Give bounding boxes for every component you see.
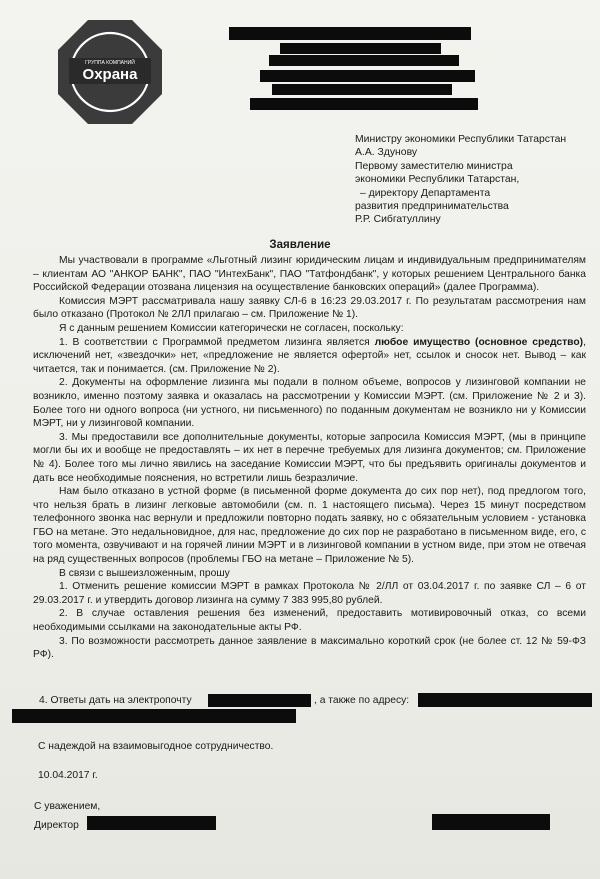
- paragraph-point-2: 2. Документы на оформление лизинга мы подали в полном объеме, вопросов у лизинговой компании не возникло, именно поэтому заявка и оказалась на рассмотрении у Комиссии МЭРТ. (см. Приложение № 2 и 3). Более того ни одного вопроса (ни устного, ни письменного) по поданным документам не возникло ни у Комиссии МЭРТ, ни у лизинговой компании.: [33, 377, 586, 430]
- paragraph-refusal: Нам было отказано в устной форме (в письменной форме документа до сих пор нет), под предлогом того, что нельзя брать в лизинг легковые автомобили (см. п. 1 настоящего письма). Через 15 минут посредством телефонного звонка нас вернули и предложили повторно подать заявку, но с обязательным условием - установка ГБО на метане. Это недальновидное, для нас, предложение до сих пор не разработано в письменном виде, его, с того момента, озвучивают и на горячей линии МЭРТ и в лизинговой компании в устном виде, при этом не отвечая на ряд существенных вопросов (проблемы ГБО на метане – Приложение № 5).: [33, 486, 586, 566]
- addressee-block: [355, 133, 595, 227]
- point-4-prefix: 4. Ответы дать на электропочту: [39, 695, 192, 706]
- paragraph-commission: Комиссия МЭРТ рассматривала нашу заявку СЛ-6 в 16:23 29.03.2017 г. По результатам рассмотрения нам было отказано (Протокол № 2ЛЛ прилагаю – см. Приложение № 1).: [33, 295, 586, 321]
- redaction-email: [208, 694, 311, 707]
- paragraph-disagree: Я с данным решением Комиссии категорически не согласен, поскольку:: [59, 322, 404, 334]
- redaction-header-5: [272, 84, 452, 95]
- paragraph-request-2: 2. В случае оставления решения без изменений, предоставить мотивировочный отказ, со всеми необходимыми ссылками на законодательные акты РФ.: [33, 608, 586, 634]
- paragraph-intro: Мы участвовали в программе «Льготный лизинг юридическим лицам и индивидуальным предпринимателям – клиентам АО "АНКОР БАНК", ПАО "ИнтехБанк", ПАО "Татфондбанк", у которых решением Центрального банка Российской Федерации отозвана лицензия на осуществление банковских операций» (далее Программа).: [33, 255, 586, 294]
- paragraph-point-3: 3. Мы предоставили все дополнительные документы, которые запросила Комиссия МЭРТ, (мы в принципе могли бы их и вообще не предоставлять – их нет в перечне требуемых для лизинга документов; см. Приложение № 4). Более того мы лично явились на заседание Комиссии МЭРТ, что бы предъявить оригиналы документов и дать все необходимые пояснения, но встретили лишь безразличие.: [33, 431, 586, 484]
- company-logo: [58, 20, 162, 124]
- addressee-line: развития предпринимательства: [355, 201, 509, 213]
- addressee-line: Р.Р. Сибгатуллину: [355, 214, 441, 226]
- closing-date: 10.04.2017 г.: [38, 770, 98, 781]
- closing-position: Директор: [34, 820, 79, 831]
- addressee-line: А.А. Здунову: [355, 147, 418, 159]
- redaction-header-2: [280, 43, 441, 54]
- document-title: Заявление: [269, 239, 331, 251]
- addressee-line: Первому заместителю министра: [355, 160, 513, 172]
- closing-regards: С уважением,: [34, 801, 101, 812]
- redaction-director-name: [87, 816, 216, 830]
- closing-hope: С надеждой на взаимовыгодное сотрудничество.: [38, 741, 274, 752]
- redaction-signature: [432, 814, 550, 830]
- bold-phrase: любое имущество (основное средство): [374, 336, 584, 348]
- point-4-middle: , а также по адресу:: [314, 695, 410, 706]
- redaction-header-1: [229, 27, 471, 40]
- addressee-line: экономики Республики Татарстан,: [355, 174, 520, 186]
- document-body: [33, 254, 586, 662]
- redaction-header-4: [260, 70, 475, 82]
- paragraph-request-intro: В связи с вышеизложенным, прошу: [59, 567, 230, 579]
- redaction-address-1: [418, 693, 592, 707]
- addressee-line: Министру экономики Республики Татарстан: [355, 134, 567, 145]
- redaction-header-3: [269, 55, 459, 66]
- paragraph-request-3: 3. По возможности рассмотреть данное заявление в максимально короткий срок (не более ст. 12 № 59-ФЗ РФ).: [33, 635, 586, 661]
- redaction-header-6: [250, 98, 478, 110]
- paragraph-point-1: 1. В соответствии с Программой предметом лизинга является любое имущество (основное средство), исключений нет, «звездочки» нет, «предложение не является офертой» нет, ссылок и сносок нет. Вывод – как читается, так и понимается. (см. Приложение № 2).: [33, 336, 586, 375]
- redaction-address-2: [12, 709, 296, 723]
- logo-top-text: ГРУППА КОМПАНИЙ: [85, 60, 135, 66]
- logo-name: Охрана: [82, 66, 138, 83]
- paragraph-request-1: 1. Отменить решение комиссии МЭРТ в рамках Протокола № 2/ЛЛ от 03.04.2017 г. по заявке СЛ – 6 от 29.03.2017 г. и утвердить договор лизинга на сумму 7 383 995,80 рублей.: [33, 581, 586, 606]
- addressee-line: – директору Департамента: [360, 187, 491, 199]
